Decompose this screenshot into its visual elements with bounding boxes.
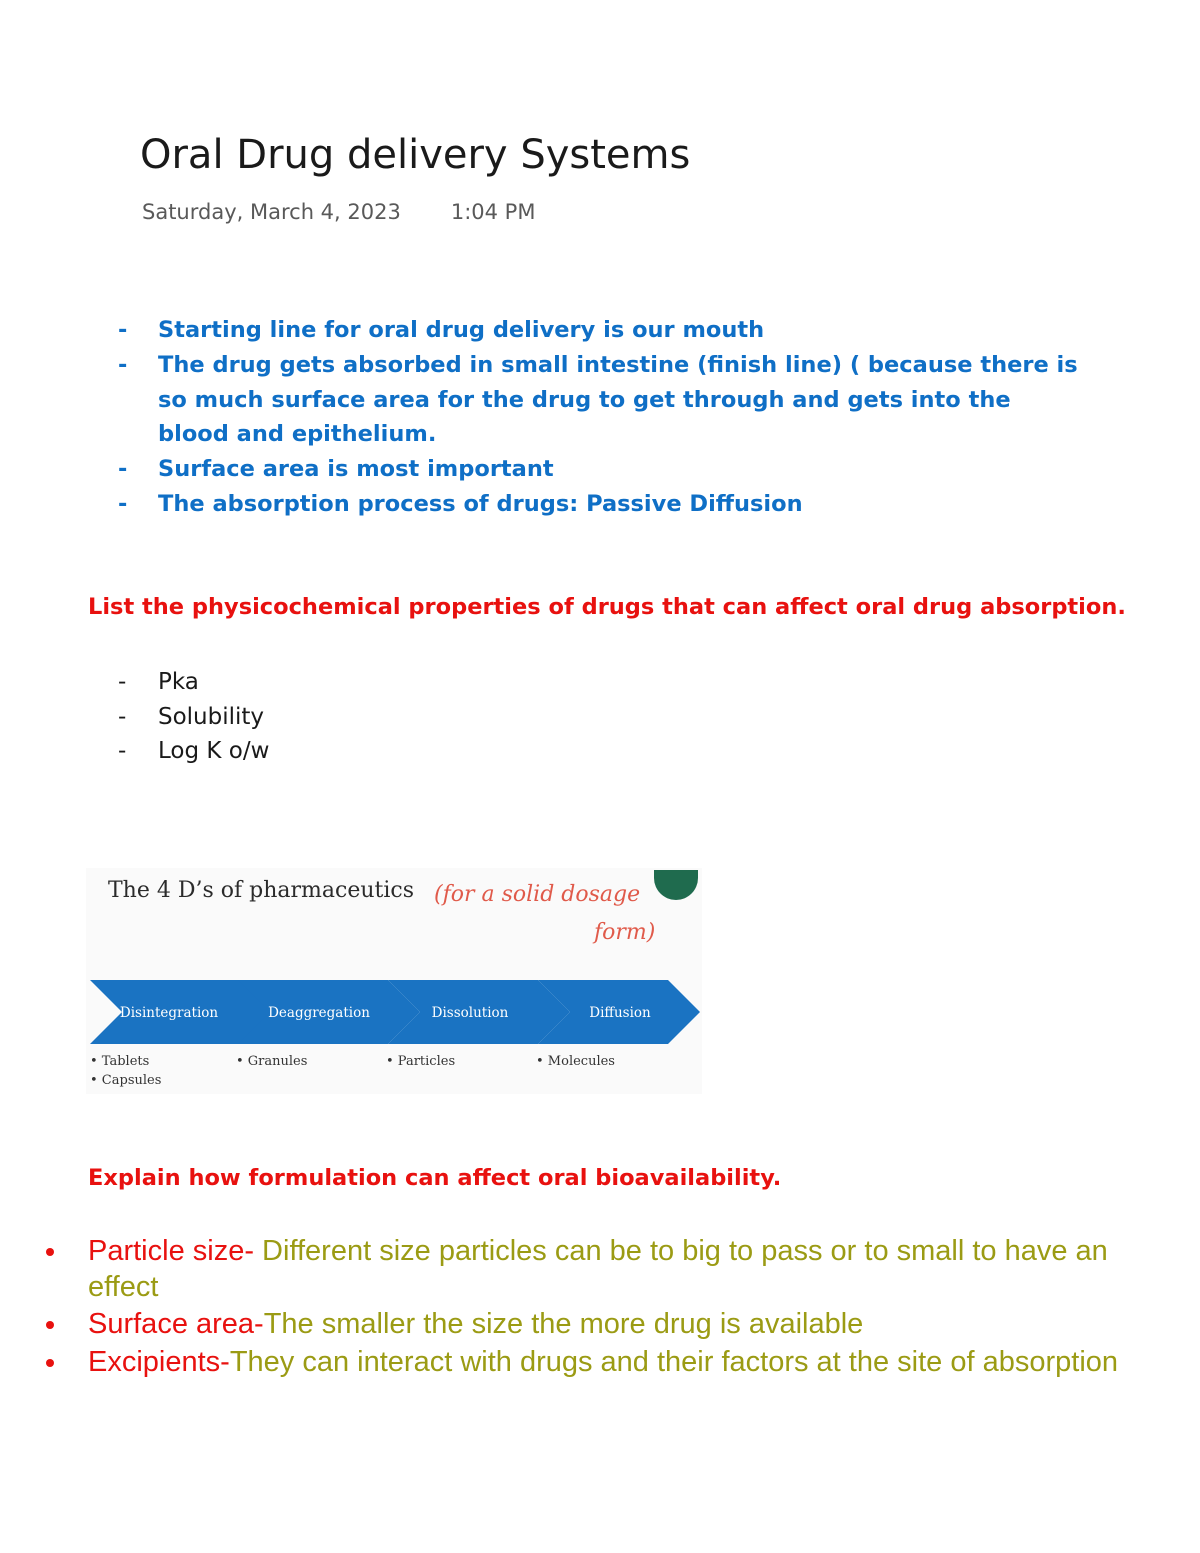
page-time: 1:04 PM: [450, 200, 536, 224]
list-item-text: The drug gets absorbed in small intestine (finish line) ( because there is so much surface area for the drug to get through and gets into the blood and epithelium.: [158, 351, 1078, 448]
bullet-dot: [46, 1359, 54, 1367]
formulation-list: [40, 1234, 1150, 1380]
list-item: [40, 1345, 1150, 1381]
list-item: [118, 452, 1078, 487]
bullet-dot: [46, 1321, 54, 1329]
step-label-diffusion: Diffusion: [589, 1005, 651, 1021]
page-timestamp: [142, 200, 535, 224]
properties-list: [118, 665, 269, 769]
page-date: Saturday, March 4, 2023: [142, 200, 401, 224]
question-heading-formulation: Explain how formulation can affect oral bioavailability.: [88, 1165, 782, 1191]
dash-bullet: -: [118, 317, 128, 343]
dash-bullet: -: [118, 351, 128, 378]
term-particle-size: Particle size-: [88, 1235, 254, 1267]
dash-bullet: -: [118, 456, 128, 483]
question-heading-properties: List the physicochemical properties of drugs that can affect oral drug absorption.: [88, 594, 1126, 620]
step-label-disintegration: Disintegration: [119, 1005, 219, 1021]
bullet-dot: [46, 1248, 54, 1256]
intro-list: [118, 313, 1078, 522]
list-item: [118, 665, 269, 700]
list-item: [40, 1234, 1150, 1305]
term-explanation: Different size particles can be to big to pass or to small to have an effect: [88, 1235, 1108, 1303]
dash-bullet: -: [118, 738, 127, 764]
list-item: [118, 700, 269, 735]
four-ds-slide-image: [86, 868, 702, 1094]
step-item-capsules: • Capsules: [90, 1073, 162, 1088]
term-explanation: They can interact with drugs and their factors at the site of absorption: [229, 1345, 1119, 1378]
dash-bullet: -: [118, 669, 127, 695]
list-item-text: Log K o/w: [158, 738, 270, 764]
step-item-molecules: • Molecules: [536, 1054, 615, 1069]
term-explanation: The smaller the size the more drug is available: [263, 1308, 864, 1340]
handwritten-annotation-line1: (for a solid dosage: [434, 882, 641, 907]
term-excipients: Excipients-: [88, 1345, 230, 1378]
term-surface-area: Surface area-: [88, 1308, 264, 1340]
step-item-granules: • Granules: [236, 1054, 308, 1069]
list-item: [40, 1307, 1150, 1343]
dash-bullet: -: [118, 703, 127, 730]
step-label-dissolution: Dissolution: [431, 1005, 509, 1021]
list-item-text: Surface area is most important: [158, 456, 554, 483]
slide-title: The 4 D’s of pharmaceutics: [108, 878, 415, 903]
list-item: [118, 734, 269, 769]
list-item: [118, 348, 1078, 452]
step-item-particles: • Particles: [386, 1054, 456, 1069]
dash-bullet: -: [118, 490, 128, 517]
list-item: [118, 487, 1078, 522]
step-label-deaggregation: Deaggregation: [268, 1005, 370, 1021]
handwritten-annotation-line2: form): [594, 920, 656, 945]
step-item-tablets: • Tablets: [90, 1054, 150, 1069]
list-item-text: Pka: [158, 669, 199, 695]
list-item: [118, 313, 1078, 348]
page-title: Oral Drug delivery Systems: [140, 132, 691, 178]
list-item-text: Starting line for oral drug delivery is our mouth: [158, 317, 765, 343]
list-item-text: Solubility: [158, 703, 265, 730]
list-item-text: The absorption process of drugs: Passive Diffusion: [158, 490, 803, 517]
